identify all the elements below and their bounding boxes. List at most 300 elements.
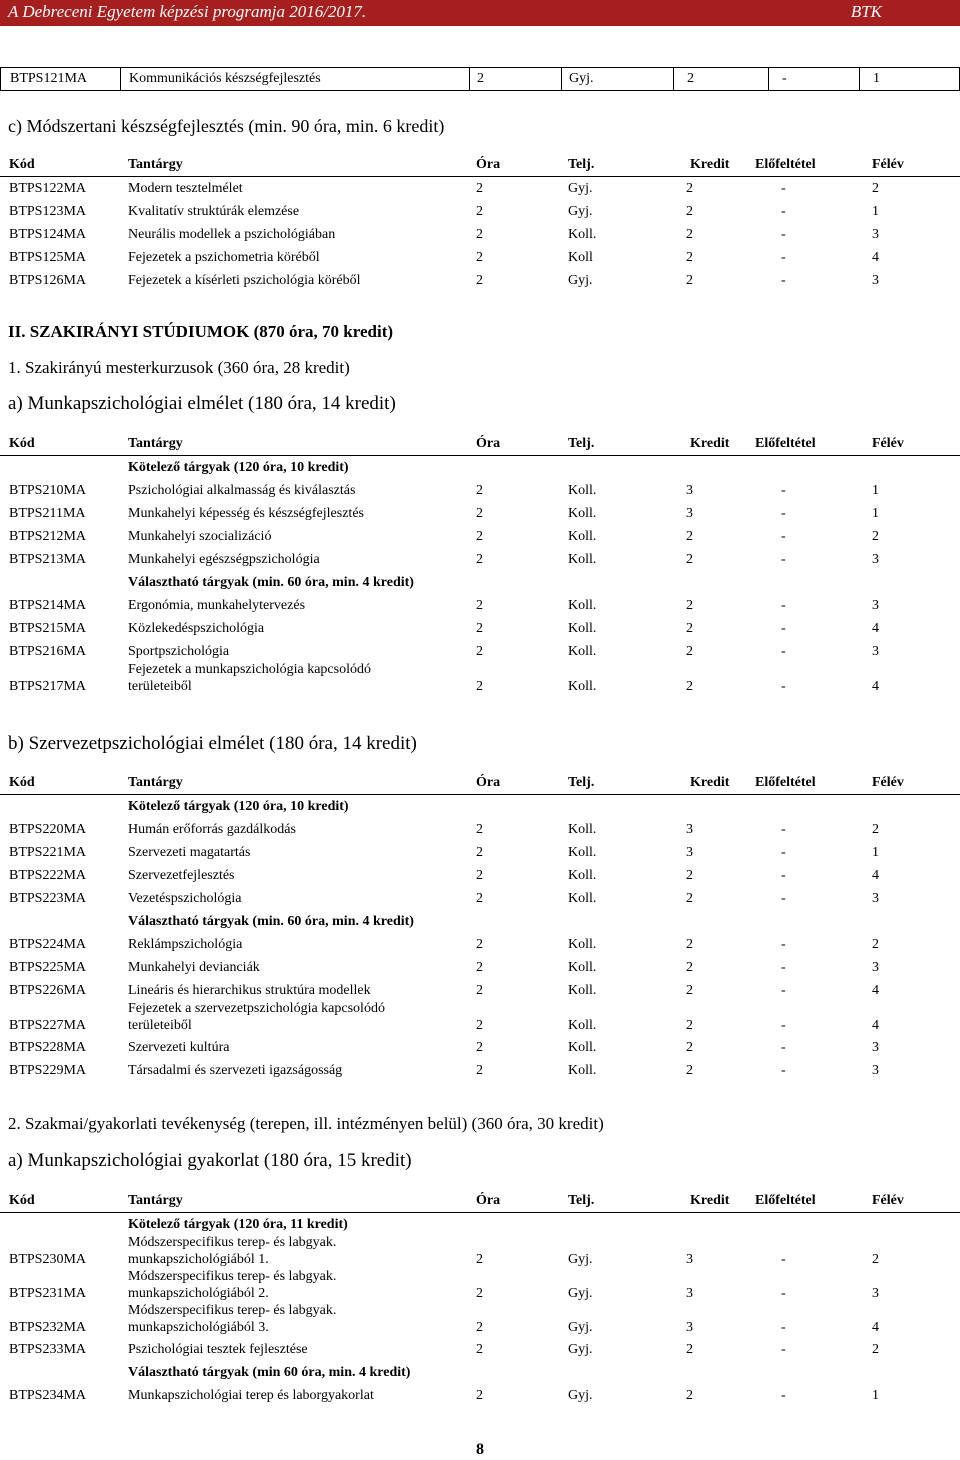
course-assessment: Koll.	[568, 620, 597, 636]
course-name: Munkahelyi szocializáció	[128, 528, 272, 544]
course-hours: 2	[476, 890, 483, 906]
course-credit: 2	[686, 1018, 693, 1033]
course-name: Munkahelyi képesség és készségfejlesztés	[128, 505, 364, 521]
col-header-elofeltetel: Előfeltétel	[755, 156, 816, 172]
course-name: Társadalmi és szervezeti igazságosság	[128, 1062, 343, 1078]
course-code: BTPS227MA	[9, 1018, 87, 1033]
subheading: Választható tárgyak (min. 60 óra, min. 4 kredit)	[128, 574, 414, 590]
table-header-row	[0, 771, 960, 794]
subheading-row	[0, 910, 960, 933]
section-a1-title: a) Munkapszichológiai elmélet (180 óra, 14 kredit)	[8, 393, 396, 414]
course-credit: 2	[686, 936, 693, 952]
table-row	[0, 1002, 960, 1036]
course-name: Szervezetfejlesztés	[128, 867, 235, 883]
course-name	[128, 1270, 468, 1304]
course-name: Lineáris és hierarchikus struktúra modellek	[128, 982, 371, 998]
course-name: Szervezeti magatartás	[128, 844, 251, 860]
course-prerequisite: -	[781, 643, 786, 659]
course-assessment: Koll.	[568, 226, 597, 242]
table-row	[0, 1304, 960, 1338]
course-code: BTPS122MA	[9, 180, 87, 196]
course-code: BTPS125MA	[9, 249, 87, 265]
course-code: BTPS234MA	[9, 1387, 87, 1403]
course-code: BTPS212MA	[9, 528, 87, 544]
table-row	[0, 841, 960, 864]
course-assessment: Gyj.	[568, 1341, 593, 1357]
course-prerequisite: -	[781, 890, 786, 906]
table-row	[0, 640, 960, 663]
table-row	[0, 979, 960, 1002]
table-row	[0, 1236, 960, 1270]
course-credit: 2	[686, 551, 693, 567]
course-name: Munkapszichológiai terep és laborgyakorlat	[128, 1387, 374, 1403]
course-credit: 3	[686, 1252, 693, 1267]
course-assessment: Koll.	[568, 597, 597, 613]
course-semester: 2	[872, 1341, 879, 1357]
course-hours: 2	[476, 620, 483, 636]
course-hours: 2	[476, 226, 483, 242]
course-semester: 4	[872, 620, 879, 636]
col-header-felev: Félév	[872, 435, 904, 451]
course-hours: 2	[476, 272, 483, 288]
course-hours: 2	[476, 1286, 483, 1301]
subheading: Kötelező tárgyak (120 óra, 11 kredit)	[128, 1216, 348, 1232]
course-name-line2: területeiből	[128, 679, 192, 694]
table-row	[0, 1270, 960, 1304]
col-header-kredit: Kredit	[690, 156, 730, 172]
course-code: BTPS221MA	[9, 844, 87, 860]
course-credit: 3	[686, 1320, 693, 1335]
course-name: Szervezeti kultúra	[128, 1039, 230, 1055]
page-header	[0, 0, 960, 26]
subheading: Választható tárgyak (min 60 óra, min. 4 kredit)	[128, 1364, 411, 1380]
course-prerequisite: -	[781, 249, 786, 265]
course-name: Modern tesztelmélet	[128, 180, 243, 196]
col-header-kod: Kód	[9, 156, 35, 172]
course-prerequisite: -	[781, 1286, 786, 1301]
course-credit: 2	[686, 867, 693, 883]
section-c-title: c) Módszertani készségfejlesztés (min. 90 óra, min. 6 kredit)	[8, 116, 445, 136]
course-name: Közlekedéspszichológia	[128, 620, 265, 636]
course-semester: 3	[872, 890, 879, 906]
course-code: BTPS226MA	[9, 982, 87, 998]
course-credit: 2	[686, 597, 693, 613]
course-hours: 2	[476, 844, 483, 860]
col-header-telj: Telj.	[568, 1192, 595, 1208]
course-credit: 2	[686, 528, 693, 544]
course-semester: 1	[872, 844, 879, 860]
subheading-row	[0, 571, 960, 594]
course-semester: 4	[872, 249, 879, 265]
course-code: BTPS229MA	[9, 1062, 87, 1078]
course-hours: 2	[476, 679, 483, 694]
table-row	[0, 1036, 960, 1059]
course-hours: 2	[476, 1320, 483, 1335]
course-prerequisite: -	[781, 620, 786, 636]
course-name: Vezetéspszichológia	[128, 890, 242, 906]
course-credit: 2	[686, 679, 693, 694]
course-hours: 2	[476, 1039, 483, 1055]
course-code: BTPS222MA	[9, 867, 87, 883]
course-name: Sportpszichológia	[128, 643, 230, 659]
course-hours: 2	[477, 71, 484, 86]
course-name: Munkahelyi devianciák	[128, 959, 260, 975]
table-row	[0, 663, 960, 697]
col-header-telj: Telj.	[568, 435, 595, 451]
course-code: BTPS123MA	[9, 203, 87, 219]
course-assessment: Koll.	[568, 959, 597, 975]
col-header-kredit: Kredit	[690, 774, 730, 790]
subheading-row	[0, 1213, 960, 1236]
subheading: Kötelező tárgyak (120 óra, 10 kredit)	[128, 798, 349, 814]
course-hours: 2	[476, 1341, 483, 1357]
section-2-title: 2. Szakmai/gyakorlati tevékenység (terepen, ill. intézményen belül) (360 óra, 30 kredit)	[8, 1114, 604, 1133]
course-credit: 3	[686, 505, 693, 521]
subheading: Kötelező tárgyak (120 óra, 10 kredit)	[128, 459, 349, 475]
course-code: BTPS228MA	[9, 1039, 87, 1055]
course-code: BTPS231MA	[9, 1286, 87, 1301]
course-code: BTPS126MA	[9, 272, 87, 288]
course-semester: 4	[872, 982, 879, 998]
course-assessment: Gyj.	[569, 71, 594, 86]
course-prerequisite: -	[781, 679, 786, 694]
course-hours: 2	[476, 959, 483, 975]
course-semester: 3	[872, 226, 879, 242]
course-prerequisite: -	[781, 867, 786, 883]
course-semester: 4	[872, 1018, 879, 1033]
course-assessment: Koll.	[568, 1062, 597, 1078]
course-hours: 2	[476, 1018, 483, 1033]
course-credit: 2	[686, 959, 693, 975]
table-header-row	[0, 153, 960, 176]
course-hours: 2	[476, 180, 483, 196]
course-credit: 2	[686, 1387, 693, 1403]
course-code: BTPS216MA	[9, 643, 87, 659]
table-row	[0, 525, 960, 548]
course-credit: 3	[686, 821, 693, 837]
course-semester: 2	[872, 1252, 879, 1267]
table-row	[0, 594, 960, 617]
course-code: BTPS215MA	[9, 620, 87, 636]
course-name: Kvalitatív struktúrák elemzése	[128, 203, 300, 219]
table-row	[0, 269, 960, 292]
course-assessment: Koll.	[568, 844, 597, 860]
course-name-line2: munkapszichológiából 3.	[128, 1320, 269, 1335]
header-faculty: BTK	[850, 2, 882, 21]
course-prerequisite: -	[781, 272, 786, 288]
course-name: Kommunikációs készségfejlesztés	[129, 71, 321, 86]
course-prerequisite: -	[781, 1320, 786, 1335]
course-assessment: Koll.	[568, 679, 597, 694]
course-prerequisite: -	[781, 505, 786, 521]
course-name-line1: Módszerspecifikus terep- és labgyak.	[128, 1303, 337, 1318]
table-row	[0, 246, 960, 269]
course-hours: 2	[476, 867, 483, 883]
course-assessment: Gyj.	[568, 1387, 593, 1403]
col-header-tantargy: Tantárgy	[128, 1192, 183, 1208]
course-name	[128, 1236, 468, 1270]
course-name: Ergonómia, munkahelytervezés	[128, 597, 306, 613]
course-prerequisite: -	[781, 936, 786, 952]
table-header-row	[0, 432, 960, 455]
course-prerequisite: -	[781, 180, 786, 196]
col-header-elofeltetel: Előfeltétel	[755, 1192, 816, 1208]
table-c	[0, 153, 960, 292]
top-table	[0, 67, 960, 91]
course-credit: 2	[686, 1039, 693, 1055]
col-header-telj: Telj.	[568, 774, 595, 790]
course-assessment: Koll.	[568, 936, 597, 952]
course-credit: 2	[686, 890, 693, 906]
table-row	[0, 502, 960, 525]
course-assessment: Koll.	[568, 643, 597, 659]
course-name: Humán erőforrás gazdálkodás	[128, 821, 296, 837]
course-assessment: Koll.	[568, 551, 597, 567]
course-assessment: Koll.	[568, 505, 597, 521]
course-credit: 2	[686, 643, 693, 659]
table-row	[0, 933, 960, 956]
col-header-ora: Óra	[476, 435, 501, 451]
col-header-kod: Kód	[9, 435, 35, 451]
course-prerequisite: -	[781, 226, 786, 242]
course-assessment: Gyj.	[568, 203, 593, 219]
course-credit: 3	[686, 844, 693, 860]
course-hours: 2	[476, 821, 483, 837]
course-semester: 3	[872, 1062, 879, 1078]
section-II-title: II. SZAKIRÁNYI STÚDIUMOK (870 óra, 70 kredit)	[8, 322, 394, 341]
course-code: BTPS121MA	[10, 71, 88, 86]
table-row	[0, 1338, 960, 1361]
course-assessment: Koll.	[568, 867, 597, 883]
course-semester: 2	[872, 528, 879, 544]
course-name-line1: Fejezetek a munkapszichológia kapcsolódó	[128, 662, 371, 677]
course-credit: 2	[686, 620, 693, 636]
course-semester: 3	[872, 1039, 879, 1055]
table-row	[0, 1059, 960, 1082]
course-code: BTPS211MA	[9, 505, 86, 521]
course-semester: 4	[872, 1320, 879, 1335]
course-name: Neurális modellek a pszichológiában	[128, 226, 336, 242]
course-semester: 4	[872, 867, 879, 883]
course-prerequisite: -	[781, 1252, 786, 1267]
course-semester: 4	[872, 679, 879, 694]
col-header-telj: Telj.	[568, 156, 595, 172]
table-row	[0, 1384, 960, 1407]
course-hours: 2	[476, 249, 483, 265]
course-hours: 2	[476, 203, 483, 219]
course-semester: 2	[872, 180, 879, 196]
subheading-row	[0, 1361, 960, 1384]
course-code: BTPS210MA	[9, 482, 87, 498]
course-name: Fejezetek a pszichometria köréből	[128, 249, 320, 265]
table-row	[0, 864, 960, 887]
course-credit: 2	[686, 180, 693, 196]
table-row	[0, 887, 960, 910]
course-prerequisite: -	[781, 844, 786, 860]
course-assessment: Koll.	[568, 1018, 597, 1033]
course-name	[128, 1304, 468, 1338]
course-credit: 3	[686, 482, 693, 498]
col-header-ora: Óra	[476, 1192, 501, 1208]
course-semester: 3	[872, 272, 879, 288]
col-header-tantargy: Tantárgy	[128, 774, 183, 790]
col-header-kredit: Kredit	[690, 435, 730, 451]
table-row	[0, 67, 960, 91]
course-hours: 2	[476, 482, 483, 498]
col-header-kod: Kód	[9, 774, 35, 790]
table-row	[0, 177, 960, 200]
course-code: BTPS230MA	[9, 1252, 87, 1267]
col-header-kredit: Kredit	[690, 1192, 730, 1208]
course-semester: 3	[872, 643, 879, 659]
course-name-line2: munkapszichológiából 2.	[128, 1286, 269, 1301]
course-credit: 2	[686, 982, 693, 998]
course-hours: 2	[476, 551, 483, 567]
course-assessment: Koll.	[568, 821, 597, 837]
course-assessment: Gyj.	[568, 1286, 593, 1301]
course-semester: 1	[872, 1387, 879, 1403]
course-semester: 1	[872, 203, 879, 219]
course-code: BTPS213MA	[9, 551, 87, 567]
subheading-row	[0, 456, 960, 479]
course-semester: 1	[873, 71, 880, 86]
course-semester: 3	[872, 1286, 879, 1301]
course-semester: 3	[872, 597, 879, 613]
section-b1-title: b) Szervezetpszichológiai elmélet (180 óra, 14 kredit)	[8, 733, 417, 754]
course-credit: 2	[687, 71, 694, 86]
course-name: Reklámpszichológia	[128, 936, 243, 952]
table-row	[0, 479, 960, 502]
course-prerequisite: -	[781, 1062, 786, 1078]
course-prerequisite: -	[781, 1387, 786, 1403]
col-header-felev: Félév	[872, 156, 904, 172]
table-row	[0, 223, 960, 246]
course-credit: 2	[686, 1062, 693, 1078]
table-row	[0, 617, 960, 640]
section-a2-title: a) Munkapszichológiai gyakorlat (180 óra, 15 kredit)	[8, 1150, 412, 1171]
course-code: BTPS232MA	[9, 1320, 87, 1335]
course-prerequisite: -	[781, 1341, 786, 1357]
course-assessment: Gyj.	[568, 180, 593, 196]
course-hours: 2	[476, 1062, 483, 1078]
course-name: Pszichológiai alkalmasság és kiválasztás	[128, 482, 356, 498]
course-code: BTPS217MA	[9, 679, 87, 694]
course-prerequisite: -	[781, 597, 786, 613]
course-code: BTPS223MA	[9, 890, 87, 906]
course-prerequisite: -	[781, 528, 786, 544]
course-semester: 1	[872, 482, 879, 498]
course-credit: 2	[686, 1341, 693, 1357]
table-row	[0, 200, 960, 223]
course-code: BTPS220MA	[9, 821, 87, 837]
col-header-tantargy: Tantárgy	[128, 156, 183, 172]
course-name	[128, 1002, 468, 1036]
course-semester: 2	[872, 821, 879, 837]
course-hours: 2	[476, 505, 483, 521]
table-b1	[0, 771, 960, 1082]
course-name-line2: munkapszichológiából 1.	[128, 1252, 269, 1267]
course-hours: 2	[476, 1387, 483, 1403]
col-header-felev: Félév	[872, 774, 904, 790]
course-prerequisite: -	[782, 71, 787, 86]
course-prerequisite: -	[781, 1039, 786, 1055]
table-a2	[0, 1189, 960, 1407]
course-code: BTPS124MA	[9, 226, 87, 242]
course-name-line1: Fejezetek a szervezetpszichológia kapcsolódó	[128, 1001, 385, 1016]
course-hours: 2	[476, 982, 483, 998]
course-prerequisite: -	[781, 1018, 786, 1033]
course-semester: 2	[872, 936, 879, 952]
col-header-ora: Óra	[476, 774, 501, 790]
course-hours: 2	[476, 597, 483, 613]
course-prerequisite: -	[781, 551, 786, 567]
course-credit: 3	[686, 1286, 693, 1301]
col-header-tantargy: Tantárgy	[128, 435, 183, 451]
col-header-ora: Óra	[476, 156, 501, 172]
course-name-line1: Módszerspecifikus terep- és labgyak.	[128, 1269, 337, 1284]
course-prerequisite: -	[781, 821, 786, 837]
course-assessment: Koll.	[568, 528, 597, 544]
course-assessment: Koll.	[568, 890, 597, 906]
page-number: 8	[476, 1441, 484, 1458]
course-assessment: Koll.	[568, 482, 597, 498]
course-name: Pszichológiai tesztek fejlesztése	[128, 1341, 308, 1357]
course-code: BTPS224MA	[9, 936, 87, 952]
col-header-kod: Kód	[9, 1192, 35, 1208]
course-assessment: Koll.	[568, 982, 597, 998]
col-header-elofeltetel: Előfeltétel	[755, 774, 816, 790]
course-hours: 2	[476, 528, 483, 544]
table-header-row	[0, 1189, 960, 1212]
course-code: BTPS233MA	[9, 1341, 87, 1357]
table-row	[0, 548, 960, 571]
course-name: Fejezetek a kísérleti pszichológia köréből	[128, 272, 361, 288]
col-header-elofeltetel: Előfeltétel	[755, 435, 816, 451]
course-hours: 2	[476, 643, 483, 659]
course-credit: 2	[686, 226, 693, 242]
course-semester: 3	[872, 959, 879, 975]
table-row	[0, 818, 960, 841]
course-name: Munkahelyi egészségpszichológia	[128, 551, 320, 567]
table-row	[0, 956, 960, 979]
course-code: BTPS225MA	[9, 959, 87, 975]
course-credit: 2	[686, 249, 693, 265]
course-assessment: Gyj.	[568, 1252, 593, 1267]
subheading-row	[0, 795, 960, 818]
course-name-line2: területeiből	[128, 1018, 192, 1033]
course-prerequisite: -	[781, 482, 786, 498]
course-assessment: Koll	[568, 249, 593, 265]
col-header-felev: Félév	[872, 1192, 904, 1208]
course-semester: 1	[872, 505, 879, 521]
course-semester: 3	[872, 551, 879, 567]
course-prerequisite: -	[781, 203, 786, 219]
course-code: BTPS214MA	[9, 597, 87, 613]
course-hours: 2	[476, 936, 483, 952]
course-assessment: Gyj.	[568, 1320, 593, 1335]
subheading: Választható tárgyak (min. 60 óra, min. 4 kredit)	[128, 913, 414, 929]
course-name-line1: Módszerspecifikus terep- és labgyak.	[128, 1235, 337, 1250]
course-prerequisite: -	[781, 959, 786, 975]
table-a1	[0, 432, 960, 697]
course-assessment: Gyj.	[568, 272, 593, 288]
course-assessment: Koll.	[568, 1039, 597, 1055]
course-credit: 2	[686, 203, 693, 219]
section-1-title: 1. Szakirányú mesterkurzusok (360 óra, 28 kredit)	[8, 358, 350, 377]
course-name	[128, 663, 468, 697]
course-credit: 2	[686, 272, 693, 288]
course-hours: 2	[476, 1252, 483, 1267]
